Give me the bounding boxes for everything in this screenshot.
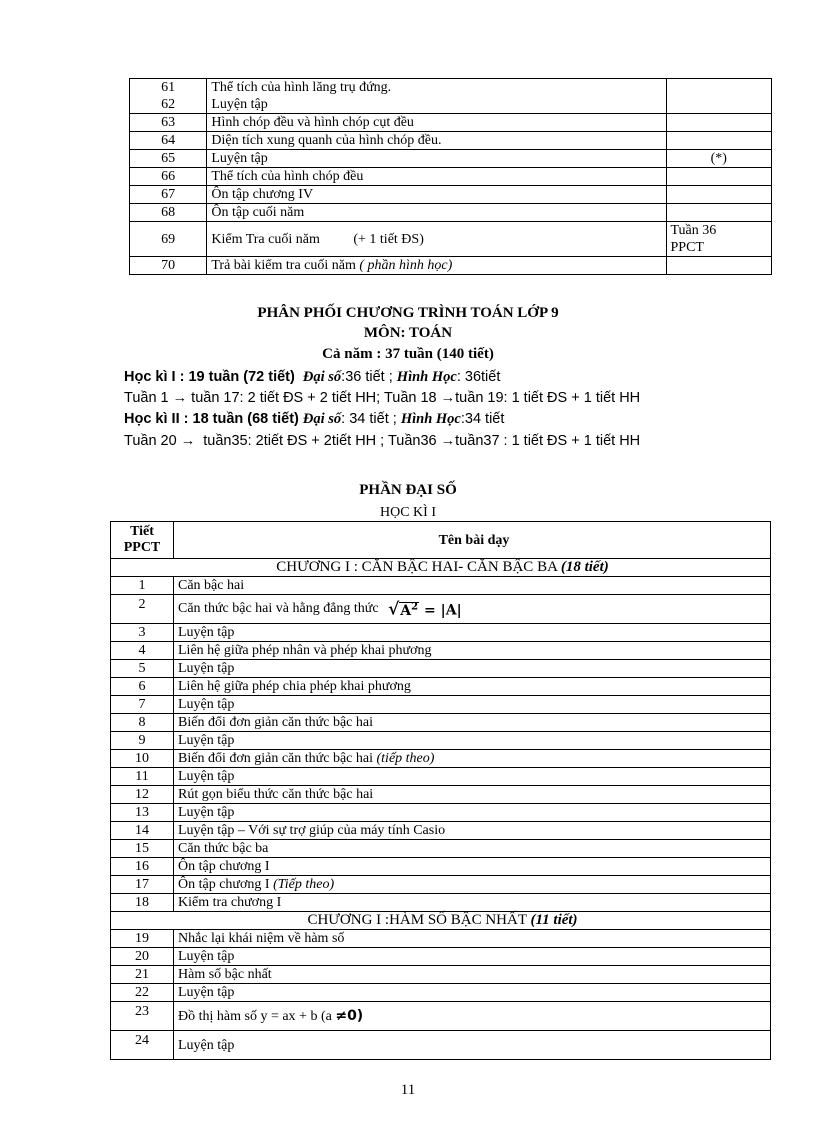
lesson-title: Ôn tập chương IV: [207, 186, 666, 204]
table-row: [111, 858, 771, 876]
lesson-number: 22: [111, 984, 174, 1002]
lesson-number: 19: [111, 930, 174, 948]
lesson-number: [130, 79, 207, 114]
lesson-number: 65: [130, 150, 207, 168]
lesson-title: Luyện tập: [174, 624, 771, 642]
table-row: [130, 79, 772, 114]
identity-formula: [388, 598, 462, 620]
weeks-text: Tuần 1: [124, 390, 169, 406]
lesson-title: Luyện tập: [174, 984, 771, 1002]
table-row: [130, 114, 772, 132]
lesson-number: 64: [130, 132, 207, 150]
zero-value: 0): [347, 1007, 364, 1024]
lesson-title: Liên hệ giữa phép chia phép khai phương: [174, 678, 771, 696]
geometry-label: Hình Học: [396, 369, 457, 385]
semester2-weeks: [124, 433, 640, 449]
semester2-summary: [124, 411, 504, 428]
table-row: [111, 984, 771, 1002]
lesson-number: 16: [111, 858, 174, 876]
lesson-title-text: Ôn tập chương I: [178, 877, 270, 892]
table-row: [111, 577, 771, 595]
lesson-title-61: Thể tích của hình lăng trụ đứng.: [211, 80, 392, 95]
lesson-title: Luyện tập: [174, 768, 771, 786]
table-row: [111, 678, 771, 696]
sqrt-icon: √: [388, 599, 400, 620]
subject-title: MÔN: TOÁN: [363, 325, 453, 341]
lesson-number: 69: [130, 222, 207, 257]
algebra-lesson-table: [110, 521, 771, 1060]
lesson-title: Kiểm tra chương I: [174, 894, 771, 912]
semester1-algebra: :36 tiết ;: [341, 369, 393, 385]
lesson-number: 5: [111, 660, 174, 678]
lesson-title-62: Luyện tập: [211, 97, 268, 112]
arrow-icon: →: [440, 390, 456, 406]
lesson-note: [666, 114, 772, 132]
lesson-title: Luyện tập: [207, 150, 666, 168]
lesson-title: Liên hệ giữa phép nhân và phép khai phương: [174, 642, 771, 660]
lesson-title: Rút gọn biểu thức căn thức bậc hai: [174, 786, 771, 804]
chapter-row: [111, 912, 771, 930]
lesson-note: [666, 222, 772, 257]
lesson-title: [174, 750, 771, 768]
chapter-title: [111, 912, 771, 930]
lesson-title: Luyện tập: [174, 1031, 771, 1060]
chapter-name: CHƯƠNG I :HÀM SỐ BẬC NHẤT: [307, 912, 527, 928]
table-row: [111, 948, 771, 966]
lesson-number: 1: [111, 577, 174, 595]
lesson-number: 6: [111, 678, 174, 696]
table-row: [111, 876, 771, 894]
exam-title: Kiểm Tra cuối năm: [211, 231, 320, 247]
lesson-note: [666, 186, 772, 204]
lesson-title: Căn bậc hai: [174, 577, 771, 595]
arrow-icon: →: [440, 433, 456, 449]
table-row: [111, 750, 771, 768]
page-number: 11: [400, 1082, 416, 1098]
table-row: [111, 966, 771, 984]
lesson-number: 12: [111, 786, 174, 804]
exam-extra: (+ 1 tiết ĐS): [353, 231, 424, 247]
arrow-icon: →: [172, 390, 188, 406]
lesson-number: 15: [111, 840, 174, 858]
table-row: [111, 732, 771, 750]
table-row: [130, 132, 772, 150]
lesson-title-text: Biến đổi đơn giản căn thức bậc hai: [178, 751, 373, 766]
table-row: [111, 714, 771, 732]
lesson-title: Luyện tập: [174, 804, 771, 822]
lesson-title-text: Đồ thị hàm số y = ax + b (a: [178, 1008, 332, 1024]
table-row: [111, 1002, 771, 1031]
lesson-number: 7: [111, 696, 174, 714]
lesson-title: Luyện tập: [174, 948, 771, 966]
table-row: [111, 1031, 771, 1060]
lesson-number: 11: [111, 768, 174, 786]
table-row: [111, 595, 771, 624]
table-row: [111, 840, 771, 858]
header-tiet: Tiết: [130, 524, 154, 539]
lesson-number: 14: [111, 822, 174, 840]
header-lesson-title: Tên bài dạy: [174, 522, 771, 559]
table-row: [111, 624, 771, 642]
weeks-text: tuần 19: 1 tiết ĐS + 1 tiết HH: [455, 390, 641, 406]
chapter-name: CHƯƠNG I : CĂN BẬC HAI- CĂN BẬC BA: [276, 559, 558, 575]
note-week: Tuần 36: [670, 223, 717, 238]
table-header-row: [111, 522, 771, 559]
program-title: PHÂN PHỐI CHƯƠNG TRÌNH TOÁN LỚP 9: [257, 305, 559, 321]
lesson-number: 18: [111, 894, 174, 912]
chapter-lessons: (18 tiết): [560, 559, 609, 575]
section-title: PHẦN ĐẠI SỐ: [359, 482, 457, 498]
review-extra: ( phần hình học): [359, 258, 453, 273]
lesson-title: [207, 257, 666, 275]
lesson-number: 17: [111, 876, 174, 894]
semester1-summary: [124, 369, 500, 386]
lesson-title-note: (tiếp theo): [376, 751, 435, 766]
weeks-text: Tuần 20: [124, 433, 177, 449]
lesson-note: [666, 257, 772, 275]
semester1-weeks: [124, 390, 640, 406]
lesson-note: [666, 168, 772, 186]
lesson-title: Hàm số bậc nhất: [174, 966, 771, 984]
lesson-title-note: (Tiếp theo): [273, 877, 335, 892]
lesson-number: 4: [111, 642, 174, 660]
lesson-number: 63: [130, 114, 207, 132]
lesson-number: 67: [130, 186, 207, 204]
year-label: Cả năm :: [322, 346, 382, 362]
lesson-number: 13: [111, 804, 174, 822]
lesson-title: [174, 595, 771, 624]
table-row: [111, 786, 771, 804]
table-row: [111, 642, 771, 660]
lesson-title: Ôn tập cuối năm: [207, 204, 666, 222]
semester1-label: Học kì I :: [124, 369, 185, 385]
lesson-title: Diện tích xung quanh của hình chóp đều.: [207, 132, 666, 150]
lesson-title: [174, 1002, 771, 1031]
chapter-row: [111, 559, 771, 577]
table-row: [130, 168, 772, 186]
table-row: [111, 930, 771, 948]
table-row: [111, 894, 771, 912]
header-ppct: PPCT: [123, 540, 161, 555]
lesson-note: (*): [666, 150, 772, 168]
algebra-label: Đại số: [302, 411, 342, 427]
lesson-title: [207, 222, 666, 257]
table-row: [111, 660, 771, 678]
chapter-lessons: (11 tiết): [530, 912, 578, 928]
header-lesson-number: [111, 522, 174, 559]
table-row: [130, 257, 772, 275]
formula-rhs: = |A|: [424, 602, 462, 619]
lesson-number: 66: [130, 168, 207, 186]
semester2-label: Học kì II :: [124, 411, 189, 427]
lesson-title: Nhắc lại khái niệm về hàm số: [174, 930, 771, 948]
table-row: [111, 768, 771, 786]
lesson-number: 8: [111, 714, 174, 732]
lesson-title-text: Căn thức bậc hai và hằng đẳng thức: [178, 601, 379, 617]
table-row: [130, 150, 772, 168]
weeks-text: tuần37 : 1 tiết ĐS + 1 tiết HH: [455, 433, 641, 449]
lesson-title: Luyện tập: [174, 732, 771, 750]
not-equal-icon: ≠: [335, 1007, 348, 1024]
lesson-number: 10: [111, 750, 174, 768]
lesson-title: [174, 876, 771, 894]
lesson-number-61: 61: [161, 80, 176, 95]
lesson-title: Căn thức bậc ba: [174, 840, 771, 858]
semester1-geometry: : 36tiết: [456, 369, 501, 385]
lesson-number: 20: [111, 948, 174, 966]
lesson-number: 3: [111, 624, 174, 642]
geometry-continuation-table: [129, 78, 772, 275]
lesson-title: Thể tích của hình chóp đều: [207, 168, 666, 186]
lesson-note: [666, 204, 772, 222]
lesson-number: 24: [111, 1031, 174, 1060]
semester2-geometry: :34 tiết: [460, 411, 505, 427]
algebra-label: Đại số: [302, 369, 342, 385]
lesson-title: Biến đổi đơn giản căn thức bậc hai: [174, 714, 771, 732]
formula-base: A: [400, 602, 412, 619]
table-row: [111, 696, 771, 714]
lesson-title: Ôn tập chương I: [174, 858, 771, 876]
lesson-number: 68: [130, 204, 207, 222]
lesson-number: 9: [111, 732, 174, 750]
lesson-number: 2: [111, 595, 174, 624]
lesson-title: Luyện tập: [174, 660, 771, 678]
year-summary: [0, 346, 816, 363]
year-value: 37 tuần (140 tiết): [385, 346, 494, 362]
note-ppct: PPCT: [670, 240, 704, 255]
geometry-label: Hình Học: [400, 411, 461, 427]
weeks-text: tuần35: 2tiết ĐS + 2tiết HH ; Tuần36: [203, 433, 437, 449]
table-row: [130, 222, 772, 257]
lesson-number: 21: [111, 966, 174, 984]
semester2-algebra: : 34 tiết ;: [341, 411, 397, 427]
table-row: [130, 186, 772, 204]
lesson-title: Luyện tập: [174, 696, 771, 714]
semester2-value: 18 tuần (68 tiết): [192, 411, 299, 427]
lesson-title: Hình chóp đều và hình chóp cụt đều: [207, 114, 666, 132]
weeks-text: tuần 17: 2 tiết ĐS + 2 tiết HH; Tuần 18: [191, 390, 437, 406]
lesson-number: 23: [111, 1002, 174, 1031]
review-title: Trả bài kiểm tra cuối năm: [211, 258, 356, 273]
lesson-note: [666, 79, 772, 114]
semester-label: HỌC KÌ I: [380, 505, 436, 520]
arrow-icon: →: [180, 433, 196, 449]
lesson-number-62: 62: [161, 97, 176, 112]
lesson-note: [666, 132, 772, 150]
table-row: [111, 804, 771, 822]
lesson-title: Luyện tập – Với sự trợ giúp của máy tính Casio: [174, 822, 771, 840]
table-row: [130, 204, 772, 222]
lesson-title: [207, 79, 666, 114]
formula-exponent: 2: [411, 601, 419, 613]
lesson-number: 70: [130, 257, 207, 275]
semester1-value: 19 tuần (72 tiết): [188, 369, 295, 385]
chapter-title: [111, 559, 771, 577]
table-row: [111, 822, 771, 840]
